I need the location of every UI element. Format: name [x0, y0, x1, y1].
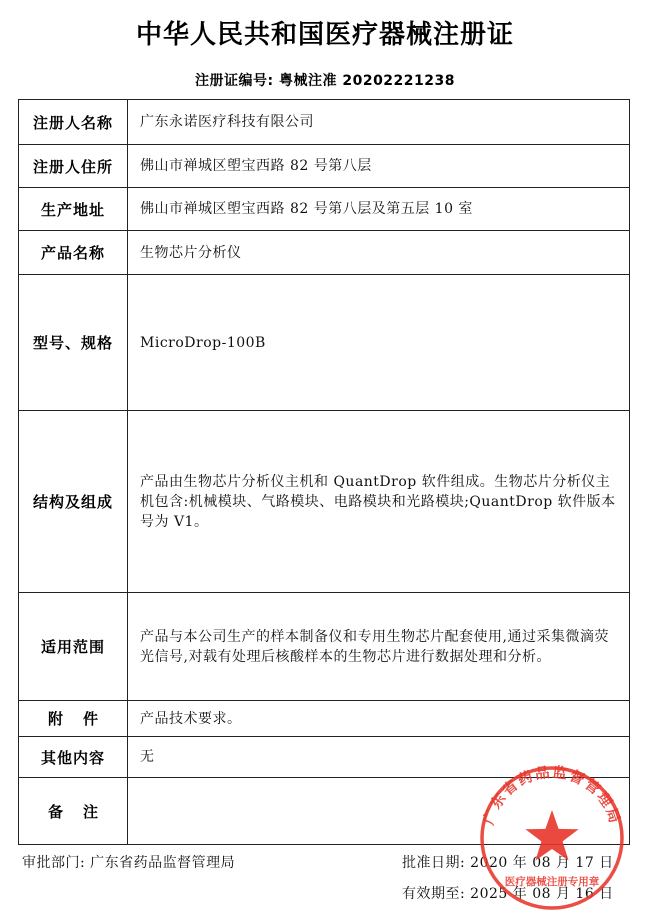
label-attachment-text: 附件	[47, 710, 118, 728]
seal-star-icon	[525, 810, 578, 861]
row-attachment	[19, 701, 630, 737]
registration-table	[18, 99, 630, 845]
row-model-spec	[19, 275, 630, 411]
document-title: 中华人民共和国医疗器械注册证	[135, 20, 514, 50]
row-registrant-name	[19, 100, 630, 145]
value-registrant-address: 佛山市禅城区塱宝西路 82 号第八层	[128, 145, 630, 188]
label-attachment	[19, 701, 128, 737]
seal-outer-text: 广东省药品监督管理局	[481, 764, 623, 827]
value-attachment: 产品技术要求。	[128, 701, 630, 737]
label-registrant-address: 注册人住所	[19, 145, 128, 188]
label-model-spec: 型号、规格	[19, 275, 128, 411]
value-production-address: 佛山市禅城区塱宝西路 82 号第八层及第五层 10 室	[128, 188, 630, 231]
label-remarks	[19, 778, 128, 845]
seal-inner-text: 医疗器械注册专用章	[504, 876, 600, 888]
label-registrant-name: 注册人名称	[19, 100, 128, 145]
value-structure: 产品由生物芯片分析仪主机和 QuantDrop 软件组成。生物芯片分析仪主机包含:机械模块、气路模块、电路模块和光路模块;QuantDrop 软件版本号为 V1。	[128, 411, 630, 593]
official-seal-stamp	[478, 764, 626, 912]
certificate-number	[0, 70, 650, 90]
value-product-name: 生物芯片分析仪	[128, 231, 630, 275]
approval-date-label: 批准日期:	[402, 855, 466, 871]
row-registrant-address	[19, 145, 630, 188]
value-model-spec: MicroDrop-100B	[128, 275, 630, 411]
row-production-address	[19, 188, 630, 231]
row-structure	[19, 411, 630, 593]
authority-value: 广东省药品监督管理局	[90, 855, 236, 871]
row-scope	[19, 593, 630, 701]
label-product-name: 产品名称	[19, 231, 128, 275]
value-other: 无	[128, 737, 630, 778]
label-production-address: 生产地址	[19, 188, 128, 231]
label-structure: 结构及组成	[19, 411, 128, 593]
cert-no-label: 注册证编号:	[194, 73, 274, 89]
valid-until-value: 2025 年 08 月 16 日	[470, 886, 614, 902]
cert-no-value: 粤械注准 20202221238	[278, 73, 455, 89]
approval-date-value: 2020 年 08 月 17 日	[470, 855, 614, 871]
value-scope: 产品与本公司生产的样本制备仪和专用生物芯片配套使用,通过采集微滴荧光信号,对载有处理后核酸样本的生物芯片进行数据处理和分析。	[128, 593, 630, 701]
value-registrant-name: 广东永诺医疗科技有限公司	[128, 100, 630, 145]
label-other: 其他内容	[19, 737, 128, 778]
approval-authority	[22, 852, 235, 872]
authority-label: 审批部门:	[22, 855, 86, 871]
label-scope: 适用范围	[19, 593, 128, 701]
valid-until-label: 有效期至:	[402, 886, 466, 902]
row-product-name	[19, 231, 630, 275]
label-remarks-text: 备注	[47, 802, 118, 821]
